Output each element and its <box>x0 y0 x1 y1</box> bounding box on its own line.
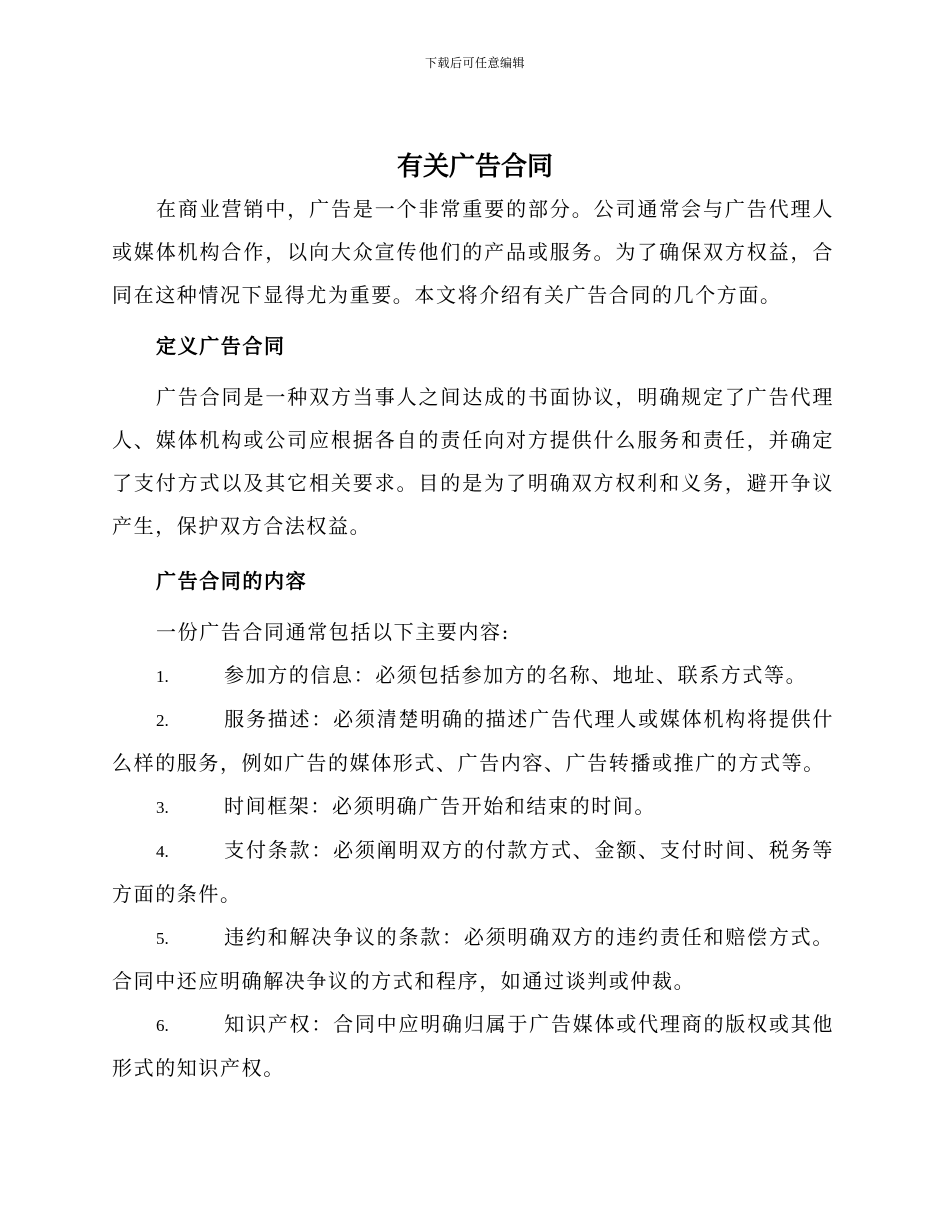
contents-lead: 一份广告合同通常包括以下主要内容: <box>156 620 510 644</box>
list-item <box>112 654 834 698</box>
list-item <box>112 829 834 916</box>
document-title: 有关广告合同 <box>396 152 553 182</box>
document-body <box>112 188 834 1090</box>
list-item-number: 1. <box>156 667 169 686</box>
section-heading-contents: 广告合同的内容 <box>156 569 308 593</box>
list-item-text: 知识产权：合同中应明确归属于广告媒体或代理商的版权或其他形式的知识产权。 <box>112 1012 834 1080</box>
list-item-number: 4. <box>156 842 169 861</box>
list-item-number: 3. <box>156 798 169 817</box>
list-item <box>112 785 834 829</box>
list-item-text: 支付条款：必须阐明双方的付款方式、金额、支付时间、税务等方面的条件。 <box>112 838 834 906</box>
list-item <box>112 698 834 785</box>
list-item-text: 时间框架：必须明确广告开始和结束的时间。 <box>224 794 656 818</box>
definition-paragraph: 广告合同是一种双方当事人之间达成的书面协议，明确规定了广告代理人、媒体机构或公司应根据各自的责任向对方提供什么服务和责任，并确定了支付方式以及其它相关要求。目的是为了明确双方权利和义务，避开争议产生，保护双方合法权益。 <box>112 385 834 538</box>
list-item <box>112 1003 834 1090</box>
list-item-text: 违约和解决争议的条款：必须明确双方的违约责任和赔偿方式。合同中还应明确解决争议的方式和程序，如通过谈判或仲裁。 <box>112 925 834 993</box>
list-item-number: 5. <box>156 929 169 948</box>
header-note: 下载后可任意编辑 <box>424 56 525 70</box>
section-heading-definition: 定义广告合同 <box>156 334 286 358</box>
list-item-number: 6. <box>156 1016 169 1035</box>
list-item-text: 参加方的信息：必须包括参加方的名称、地址、联系方式等。 <box>224 663 808 687</box>
list-item-number: 2. <box>156 711 169 730</box>
list-item <box>112 916 834 1003</box>
intro-paragraph: 在商业营销中，广告是一个非常重要的部分。公司通常会与广告代理人或媒体机构合作，以向大众宣传他们的产品或服务。为了确保双方权益，合同在这种情况下显得尤为重要。本文将介绍有关广告合同的几个方面。 <box>112 197 834 307</box>
list-item-text: 服务描述：必须清楚明确的描述广告代理人或媒体机构将提供什么样的服务，例如广告的媒体形式、广告内容、广告转播或推广的方式等。 <box>112 707 834 775</box>
